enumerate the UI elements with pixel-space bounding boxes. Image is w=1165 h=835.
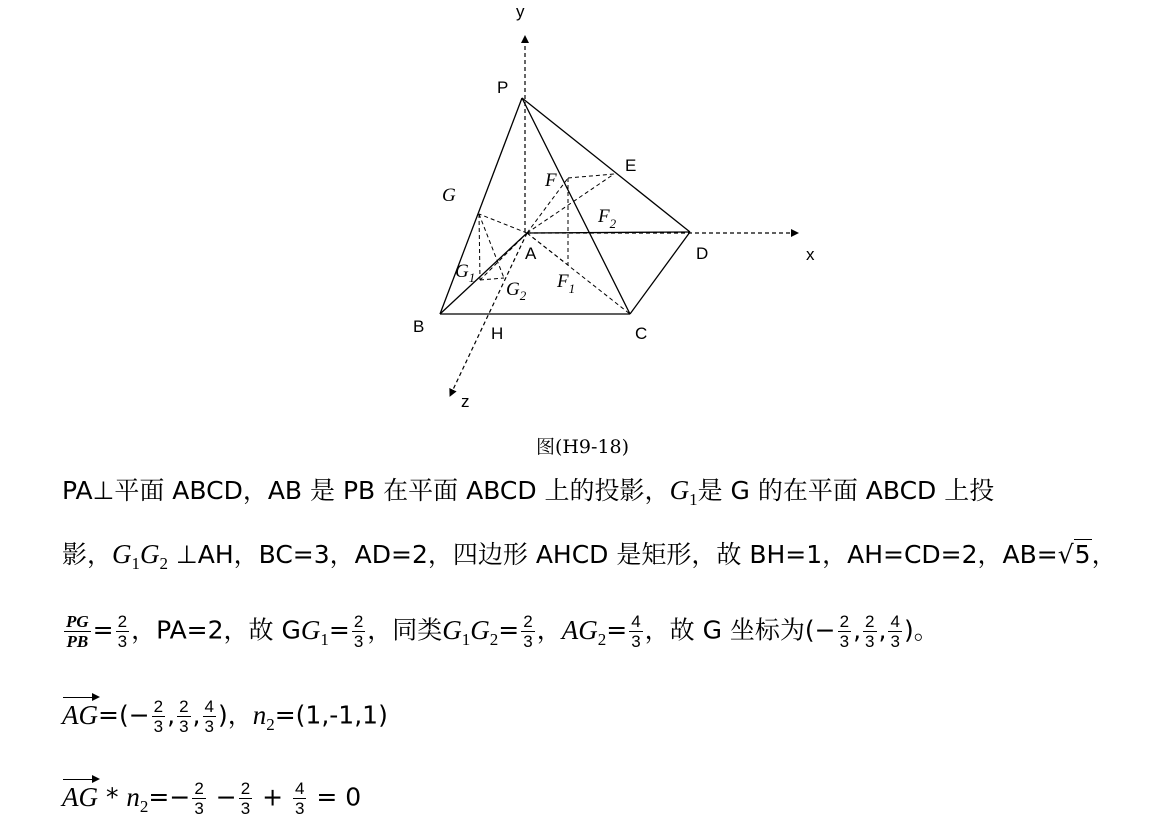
solution-line-5: AG * $n_2=-$ $\frac{2}{3}$ − $\frac{2}{3}$ + $\frac{4}{3}$ = 0 bbox=[62, 779, 362, 818]
label-F2: $F_2$ bbox=[598, 206, 617, 231]
solution-line-4: AG=(− $\frac{2}{3}$ , $\frac{2}{3}$ , $\frac{4}{3}$ )，$n_2=(1,-1,1)$ bbox=[62, 697, 388, 736]
label-H: H bbox=[491, 324, 504, 343]
fraction: $\frac{2}{3}$ bbox=[865, 612, 875, 651]
fraction: $\frac{4}{3}$ bbox=[204, 697, 214, 736]
label-D: D bbox=[696, 244, 709, 263]
sqrt-5: √5 bbox=[1057, 540, 1091, 569]
vector-AG: AG bbox=[62, 781, 98, 812]
solution-line-3: $\frac{PG}{PB}$ = $\frac{2}{3}$ ，PA=2，故 $GG_1=$ $\frac{2}{3}$ ，同类$G_1G_2=$ $\frac{2}{3}$ ，$AG_2=$ $\frac{4}{3}$ ，故 G 坐标为(− $\frac{2}{3}$ , $\frac{2}{3}$ , $\frac{4}{3}$ )。 bbox=[66, 612, 939, 651]
label-P: P bbox=[497, 78, 509, 97]
fraction: $\frac{2}{3}$ bbox=[523, 612, 533, 651]
fraction: $\frac{4}{3}$ bbox=[631, 612, 641, 651]
fraction: $\frac{2}{3}$ bbox=[194, 779, 204, 818]
math-G1G2: $G_1G_2$ bbox=[112, 539, 169, 573]
fraction: $\frac{4}{3}$ bbox=[295, 779, 305, 818]
fraction: $\frac{2}{3}$ bbox=[839, 612, 850, 651]
dashed-construction-lines bbox=[479, 174, 630, 314]
label-B: B bbox=[413, 317, 425, 336]
label-A: A bbox=[525, 244, 537, 263]
label-G2: $G_2$ bbox=[506, 279, 527, 303]
fraction: $\frac{2}{3}$ bbox=[179, 697, 189, 736]
math-n2: $n_2$ bbox=[252, 699, 275, 734]
label-x: x bbox=[806, 245, 815, 264]
solution-line-1: PA⊥平面 ABCD，AB 是 PB 在平面 ABCD 上的投影，$G_1$是 G 的在平面 ABCD 上投 bbox=[62, 475, 995, 509]
label-z: z bbox=[461, 392, 470, 411]
fraction: $\frac{2}{3}$ bbox=[353, 612, 364, 651]
fraction-PG-PB: $\frac{PG}{PB}$ bbox=[66, 612, 89, 651]
label-C: C bbox=[635, 324, 648, 343]
fraction: $\frac{4}{3}$ bbox=[890, 612, 900, 651]
solution-line-2: 影，$G_1G_2$ ⊥AH，BC=3，AD=2，四边形 AHCD 是矩形，故 BH=1，AH=CD=2，AB=√5， bbox=[62, 539, 1117, 573]
math-n2: $n_2$ bbox=[126, 781, 149, 816]
figure-caption: 图(H9-18) bbox=[535, 436, 630, 458]
fraction: $\frac{2}{3}$ bbox=[153, 697, 164, 736]
label-y: y bbox=[516, 2, 525, 21]
vector-AG: AG bbox=[62, 699, 98, 730]
label-G1: $G_1$ bbox=[455, 261, 476, 285]
label-F: F bbox=[545, 170, 557, 191]
fraction: $\frac{2}{3}$ bbox=[240, 779, 251, 818]
label-G: G bbox=[442, 185, 456, 206]
fraction: $\frac{2}{3}$ bbox=[117, 612, 128, 651]
label-E: E bbox=[625, 156, 637, 175]
math-G1: $G_1$ bbox=[669, 475, 698, 509]
label-F1: $F_1$ bbox=[557, 271, 576, 296]
